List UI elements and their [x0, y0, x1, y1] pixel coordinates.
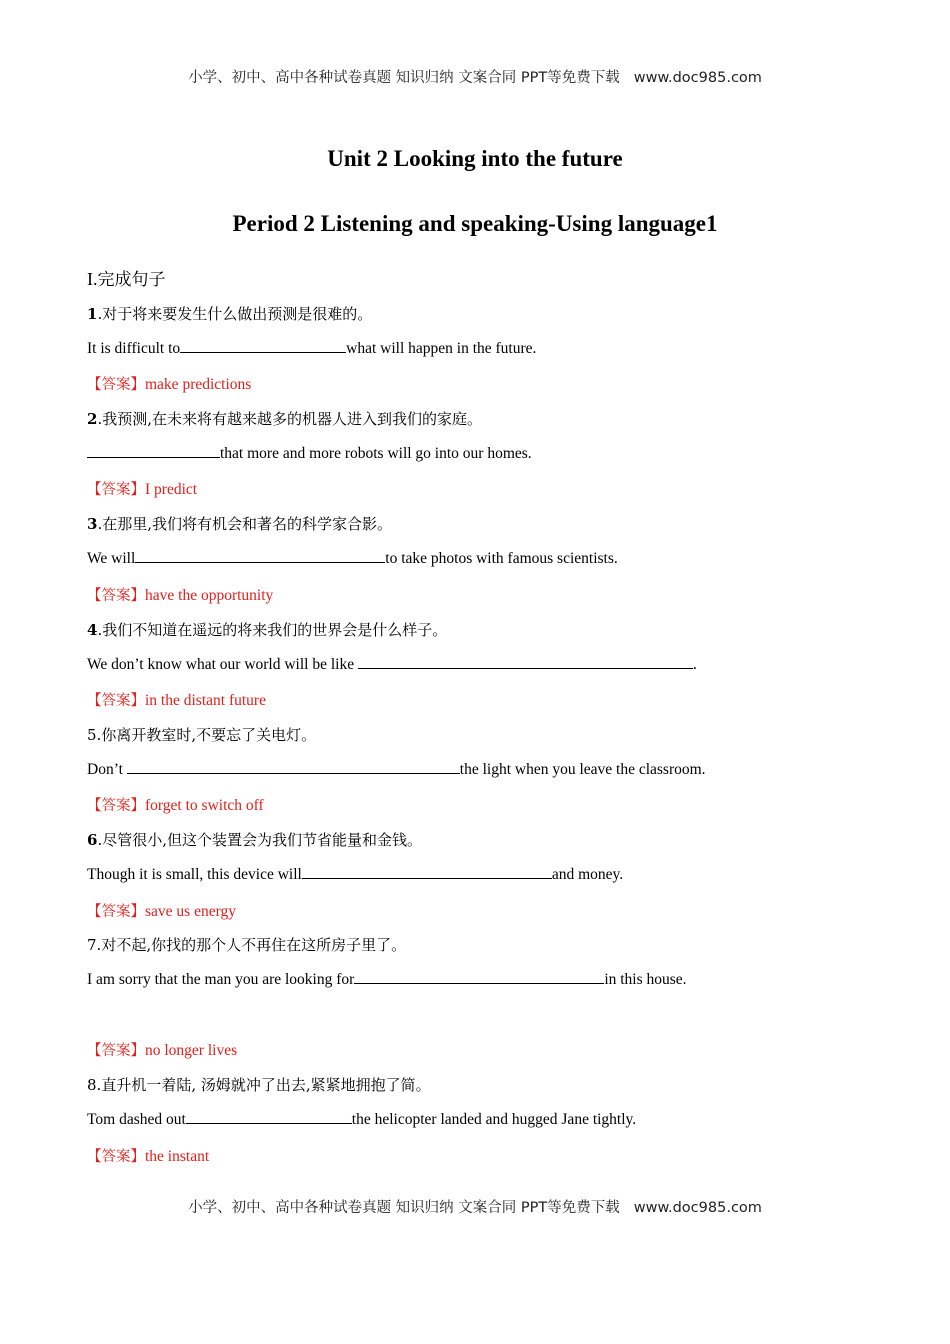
- period-title: Period 2 Listening and speaking-Using language1: [232, 211, 718, 236]
- unit-title: Unit 2 Looking into the future: [327, 146, 623, 171]
- header-text: 小学、初中、高中各种试卷真题 知识归纳 文案合同 PPT等免费下载: [188, 70, 620, 86]
- page-footer: [0, 1196, 950, 1217]
- section-heading: [87, 265, 166, 290]
- answer-blank[interactable]: [87, 443, 220, 458]
- question-chinese: .我们不知道在遥远的将来我们的世界会是什么样子。: [97, 621, 448, 639]
- answer-text: the instant: [145, 1148, 210, 1165]
- english-text: the helicopter landed and hugged Jane tightly.: [351, 1111, 637, 1128]
- question-2-chinese: [87, 408, 482, 429]
- answer-tag: 【答案】: [87, 1043, 145, 1059]
- question-chinese: .你离开教室时,不要忘了关电灯。: [96, 726, 317, 744]
- question-number: 1: [87, 305, 98, 323]
- section-label: 完成句子: [97, 270, 166, 290]
- answer-6: [87, 900, 236, 921]
- answer-1: [87, 373, 251, 394]
- english-text: We don’t know what our world will be like: [87, 656, 358, 673]
- section-numeral: I.: [87, 269, 98, 289]
- english-text: what will happen in the future.: [346, 340, 537, 357]
- answer-text: no longer lives: [145, 1042, 238, 1059]
- question-8-english: [87, 1109, 636, 1129]
- answer-blank[interactable]: [180, 338, 346, 353]
- question-chinese: .对于将来要发生什么做出预测是很难的。: [97, 305, 373, 323]
- answer-text: save us energy: [145, 903, 236, 920]
- question-6-chinese: [87, 829, 422, 850]
- answer-tag: 【答案】: [87, 1149, 145, 1165]
- answer-blank[interactable]: [358, 654, 693, 669]
- question-number: 4: [87, 621, 98, 639]
- question-4-english: [87, 654, 697, 674]
- english-text: to take photos with famous scientists.: [385, 550, 618, 567]
- question-number: 7: [87, 936, 97, 954]
- question-7-chinese: [87, 934, 406, 955]
- answer-3: [87, 584, 273, 605]
- answer-blank[interactable]: [302, 864, 552, 879]
- answer-blank[interactable]: [135, 548, 385, 563]
- answer-blank[interactable]: [127, 759, 460, 774]
- answer-tag: 【答案】: [87, 588, 145, 604]
- header-site[interactable]: www.doc985.com: [633, 70, 762, 86]
- question-chinese: .在那里,我们将有机会和著名的科学家合影。: [97, 515, 392, 533]
- english-text: It is difficult to: [87, 340, 181, 357]
- answer-tag: 【答案】: [87, 693, 145, 709]
- question-6-english: [87, 864, 623, 884]
- answer-text: I predict: [145, 481, 198, 498]
- question-1-chinese: [87, 303, 372, 324]
- answer-8: [87, 1145, 209, 1166]
- question-3-english: [87, 548, 618, 568]
- question-chinese: .尽管很小,但这个装置会为我们节省能量和金钱。: [97, 831, 422, 849]
- english-text: I am sorry that the man you are looking for: [87, 971, 355, 988]
- question-3-chinese: [87, 513, 392, 534]
- answer-tag: 【答案】: [87, 798, 145, 814]
- answer-tag: 【答案】: [87, 482, 145, 498]
- question-1-english: [87, 338, 536, 358]
- footer-text: 小学、初中、高中各种试卷真题 知识归纳 文案合同 PPT等免费下载: [188, 1200, 620, 1216]
- answer-blank[interactable]: [186, 1109, 352, 1124]
- english-text: that more and more robots will go into our homes.: [220, 445, 532, 462]
- question-5-chinese: [87, 724, 316, 745]
- question-4-chinese: [87, 619, 447, 640]
- answer-tag: 【答案】: [87, 904, 145, 920]
- question-number: 3: [87, 515, 98, 533]
- answer-text: make predictions: [145, 376, 252, 393]
- page-header: [0, 66, 950, 87]
- english-text: .: [692, 656, 697, 673]
- question-8-chinese: [87, 1074, 431, 1095]
- question-chinese: .对不起,你找的那个人不再住在这所房子里了。: [96, 936, 407, 954]
- answer-text: have the opportunity: [145, 587, 274, 604]
- question-2-english: [87, 443, 532, 463]
- question-number: 2: [87, 410, 98, 428]
- answer-7: [87, 1039, 237, 1060]
- english-text: Don’t: [87, 761, 127, 778]
- question-number: 5: [87, 726, 97, 744]
- answer-4: [87, 689, 266, 710]
- english-text: We will: [87, 550, 136, 567]
- question-number: 6: [87, 831, 98, 849]
- english-text: the light when you leave the classroom.: [459, 761, 706, 778]
- question-chinese: .我预测,在未来将有越来越多的机器人进入到我们的家庭。: [97, 410, 482, 428]
- answer-text: in the distant future: [145, 692, 266, 709]
- answer-text: forget to switch off: [145, 797, 264, 814]
- question-chinese: .直升机一着陆, 汤姆就冲了出去,紧紧地拥抱了简。: [96, 1076, 431, 1094]
- answer-tag: 【答案】: [87, 377, 145, 393]
- english-text: Though it is small, this device will: [87, 866, 302, 883]
- english-text: Tom dashed out: [87, 1111, 186, 1128]
- question-5-english: [87, 759, 706, 779]
- answer-2: [87, 478, 197, 499]
- answer-5: [87, 794, 264, 815]
- answer-blank[interactable]: [354, 969, 604, 984]
- question-number: 8: [87, 1076, 97, 1094]
- question-7-english: [87, 969, 687, 989]
- english-text: in this house.: [604, 971, 687, 988]
- english-text: and money.: [551, 866, 624, 883]
- footer-site[interactable]: www.doc985.com: [633, 1200, 762, 1216]
